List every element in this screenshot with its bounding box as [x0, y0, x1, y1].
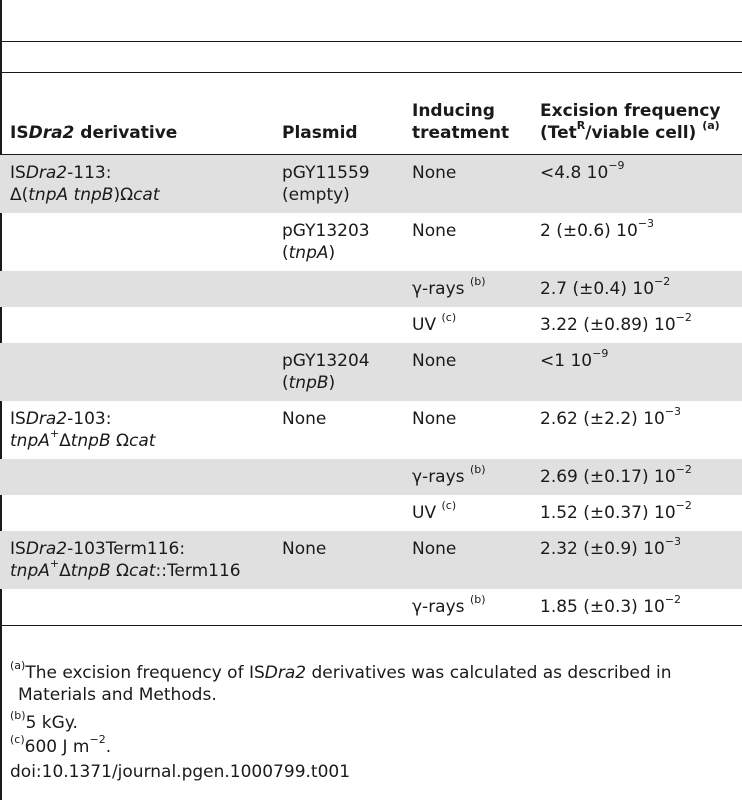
cell-excision-frequency: 2 (±0.6) $10^{-3}$ — [540, 217, 655, 241]
derivative-genotype: tnpA+ΔtnpB Ωcat — [10, 427, 156, 451]
plasmid-note: (tnpA) — [282, 243, 336, 263]
cell-treatment: None — [402, 155, 530, 214]
cell-treatment: None — [402, 343, 530, 401]
plasmid-name: None — [282, 539, 327, 559]
excision-frequency-table — [0, 72, 742, 626]
cell-excision-frequency: 1.85 (±0.3) $10^{-2}$ — [530, 589, 742, 626]
plasmid-note: (tnpB) — [282, 373, 336, 393]
derivative-name: ISDra2-103Term116: — [10, 539, 186, 559]
cell-derivative — [0, 155, 272, 214]
footnote-c: $^{(c)}$600 J $m^{-2}$. — [10, 733, 112, 757]
cell-treatment: UV $^{(c)}$ — [412, 499, 457, 523]
cell-plasmid — [272, 495, 402, 531]
plasmid-name: pGY13204 — [282, 351, 370, 371]
cell-derivative — [0, 495, 272, 531]
cell-treatment: γ-rays $^{(b)}$ — [402, 271, 530, 307]
cell-excision-frequency: <4.8 $10^{-9}$ — [530, 155, 742, 214]
cell-treatment: None — [412, 409, 457, 429]
cell-plasmid — [272, 531, 402, 589]
doi-text: doi:10.1371/journal.pgen.1000799.t001 — [10, 762, 351, 782]
plasmid-name: pGY13203 — [282, 221, 370, 241]
cell-derivative — [0, 589, 272, 626]
cell-treatment: UV $^{(c)}$ — [412, 311, 457, 335]
cell-excision-frequency: 2.32 (±0.9) $10^{-3}$ — [530, 531, 742, 589]
cell-plasmid — [272, 213, 402, 271]
header-row — [0, 73, 742, 155]
table-row — [0, 343, 742, 401]
cell-derivative — [0, 531, 272, 589]
cell-excision-frequency: 2.62 (±2.2) $10^{-3}$ — [540, 405, 682, 429]
cell-derivative — [0, 307, 272, 343]
cell-excision-frequency: 3.22 (±0.89) $10^{-2}$ — [540, 311, 692, 335]
derivative-name: ISDra2-103: — [10, 409, 112, 429]
table-row — [0, 213, 742, 271]
cell-excision-frequency: <1 $10^{-9}$ — [530, 343, 742, 401]
table-row — [0, 155, 742, 214]
plasmid-name: pGY11559 — [282, 163, 370, 183]
cell-derivative — [0, 401, 272, 459]
cell-derivative — [0, 343, 272, 401]
derivative-genotype: tnpA+ΔtnpB Ωcat::Term116 — [10, 557, 241, 581]
plasmid-name: None — [282, 409, 327, 429]
cell-excision-frequency: 2.7 (±0.4) $10^{-2}$ — [530, 271, 742, 307]
header-inducing-treatment: Inducing treatment — [402, 73, 530, 155]
cell-plasmid — [272, 401, 402, 459]
footnote-a: $^{(a)}$The excision frequency of ISDra2 derivatives was calculated as described in Materials and Methods. — [10, 659, 672, 705]
plasmid-note: (empty) — [282, 185, 350, 205]
table-row — [0, 531, 742, 589]
cell-treatment: None — [412, 221, 457, 241]
cell-excision-frequency: 2.69 (±0.17) $10^{-2}$ — [530, 459, 742, 495]
table-row — [0, 495, 742, 531]
cell-plasmid — [272, 155, 402, 214]
top-frame — [0, 0, 742, 42]
cell-plasmid — [272, 307, 402, 343]
table-row — [0, 271, 742, 307]
header-derivative: ISDra2 derivative — [0, 73, 272, 155]
table-row — [0, 589, 742, 626]
cell-plasmid — [272, 271, 402, 307]
cell-derivative — [0, 459, 272, 495]
cell-excision-frequency: 1.52 (±0.37) $10^{-2}$ — [540, 499, 692, 523]
cell-treatment: γ-rays $^{(b)}$ — [402, 459, 530, 495]
table-row — [0, 401, 742, 459]
derivative-name: ISDra2-113: — [10, 163, 112, 183]
cell-derivative — [0, 271, 272, 307]
cell-plasmid — [272, 589, 402, 626]
footnote-b: $^{(b)}$5 kGy. — [10, 709, 78, 733]
cell-derivative — [0, 213, 272, 271]
cell-treatment: None — [402, 531, 530, 589]
cell-plasmid — [272, 343, 402, 401]
table-row — [0, 307, 742, 343]
header-excision-frequency: Excision frequency (Tet$^R$/viable cell) $^{(a)}$ — [530, 73, 742, 155]
header-plasmid: Plasmid — [272, 73, 402, 155]
table-row — [0, 459, 742, 495]
cell-plasmid — [272, 459, 402, 495]
cell-treatment: γ-rays $^{(b)}$ — [402, 589, 530, 626]
derivative-genotype: Δ(tnpA tnpB)Ωcat — [10, 185, 160, 205]
